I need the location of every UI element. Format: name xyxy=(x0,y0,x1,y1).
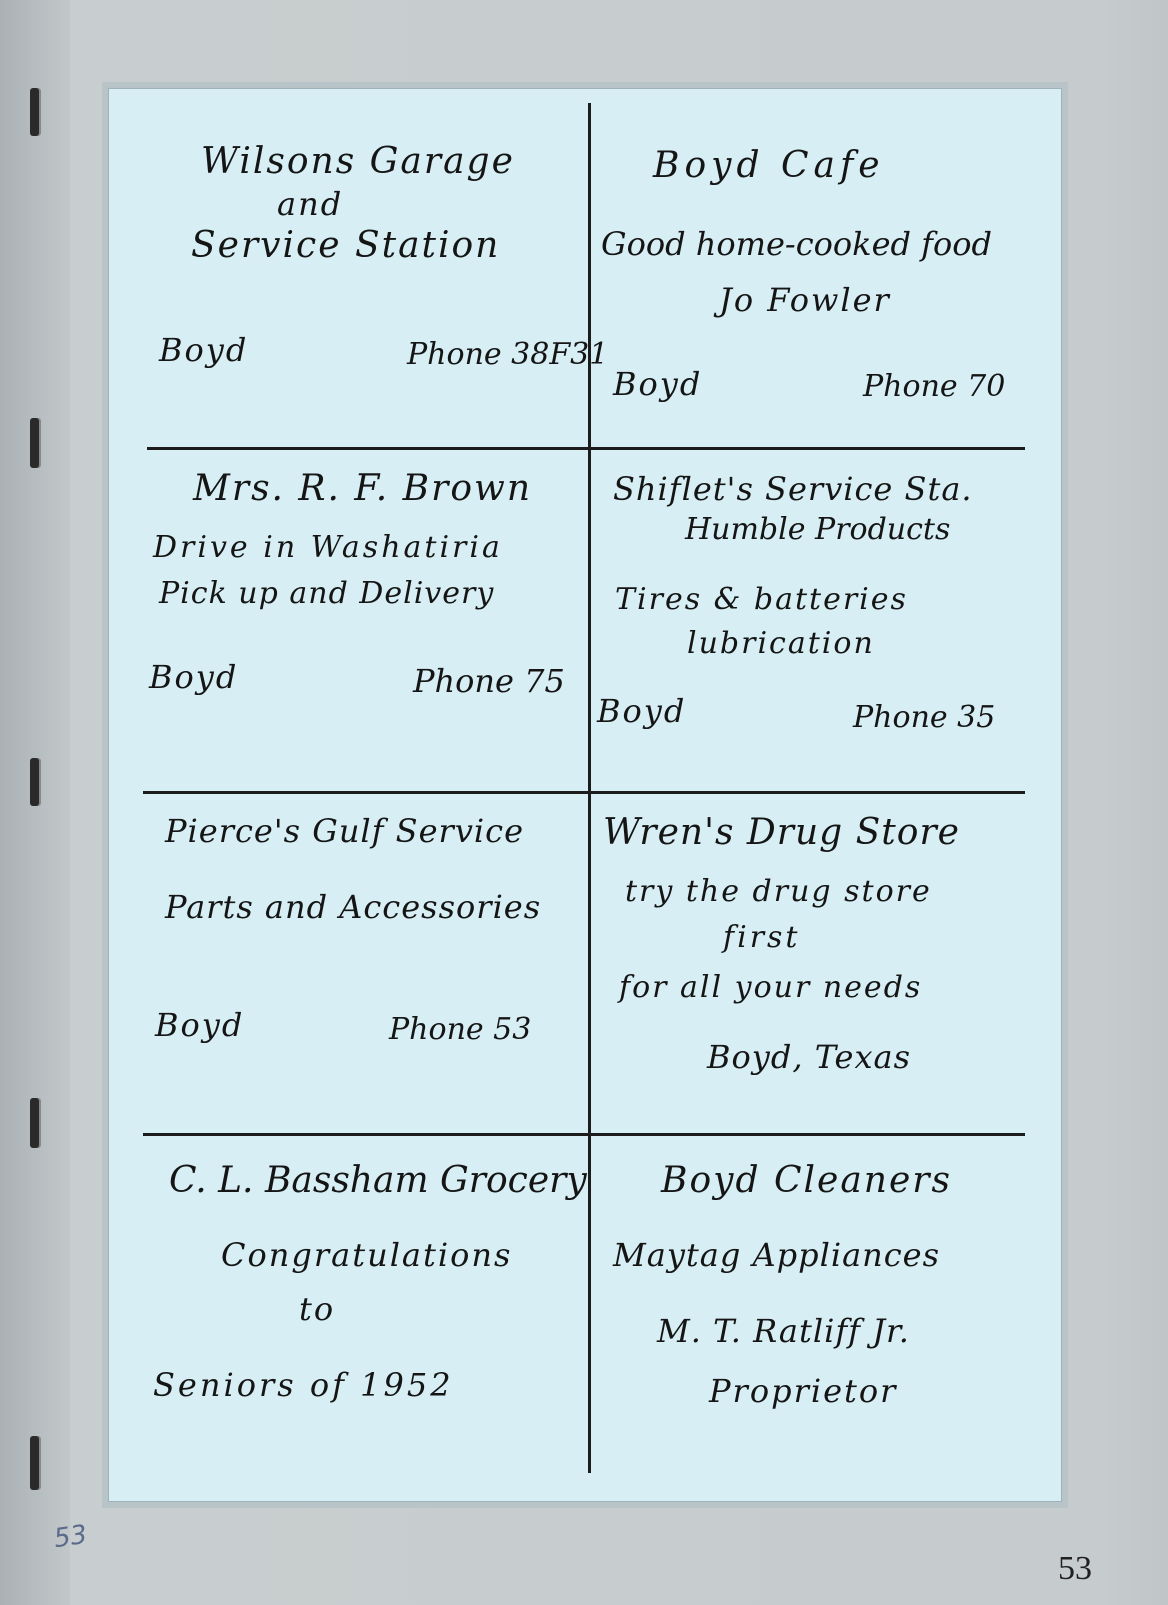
ad-line: try the drug store xyxy=(625,874,932,909)
ad-town: Boyd xyxy=(155,1006,245,1044)
ad-line: Mrs. R. F. Brown xyxy=(193,468,533,509)
ad-line: for all your needs xyxy=(619,970,923,1005)
ad-pierces-gulf xyxy=(109,794,579,1133)
ad-boyd-cafe xyxy=(591,89,1061,447)
ad-phone: Phone 38F31 xyxy=(407,337,609,372)
ad-mrs-brown xyxy=(109,450,579,791)
ad-phone: Phone 35 xyxy=(853,700,996,735)
ad-line: Service Station xyxy=(191,225,501,266)
ad-town: Boyd xyxy=(159,331,249,369)
ad-line: Parts and Accessories xyxy=(165,888,542,926)
ad-line: Pick up and Delivery xyxy=(159,576,495,611)
ad-line: Good home-cooked food xyxy=(601,225,993,263)
ad-line: Humble Products xyxy=(685,512,951,547)
ad-town: Boyd xyxy=(149,658,239,696)
ad-line: Tires & batteries xyxy=(615,582,908,617)
ad-phone: Phone 70 xyxy=(863,369,1006,404)
binding-staple xyxy=(30,418,39,468)
ad-line: Wilsons Garage xyxy=(201,141,515,182)
ad-line: Boyd Cleaners xyxy=(661,1160,952,1201)
ad-line: Boyd, Texas xyxy=(707,1038,912,1076)
ad-phone: Phone 53 xyxy=(389,1012,532,1047)
ad-line: C. L. Bassham Grocery xyxy=(169,1160,587,1201)
ad-line: Boyd Cafe xyxy=(653,145,885,186)
ad-line: Pierce's Gulf Service xyxy=(165,812,524,850)
binding-staple xyxy=(30,758,39,806)
ad-shiflets-service xyxy=(591,450,1061,791)
ad-phone: Phone 75 xyxy=(413,662,565,700)
ad-line: to xyxy=(299,1290,336,1328)
ad-line: first xyxy=(723,920,801,955)
ad-wilsons-garage xyxy=(109,89,609,447)
ad-boyd-cleaners xyxy=(591,1136,1061,1476)
ad-bassham-grocery xyxy=(109,1136,587,1476)
ad-line: Proprietor xyxy=(709,1372,898,1410)
ad-sheet xyxy=(108,88,1062,1502)
ad-town: Boyd xyxy=(597,692,687,730)
ad-line: Seniors of 1952 xyxy=(153,1366,454,1404)
ad-wrens-drug xyxy=(591,794,1061,1133)
ad-line: Wren's Drug Store xyxy=(603,812,960,853)
pencil-page-note: 53 xyxy=(52,1519,90,1555)
ad-line: and xyxy=(277,185,344,223)
ad-line: M. T. Ratliff Jr. xyxy=(657,1312,910,1350)
binding-staple xyxy=(30,88,39,136)
ad-line: Drive in Washatiria xyxy=(153,530,503,565)
binding-staple xyxy=(30,1436,39,1490)
ad-line: Shiflet's Service Sta. xyxy=(613,470,973,508)
page-number: 53 xyxy=(1058,1550,1092,1587)
ad-town: Boyd xyxy=(613,365,703,403)
binding-staple xyxy=(30,1098,39,1148)
ad-line: Maytag Appliances xyxy=(613,1236,941,1274)
ad-line: Jo Fowler xyxy=(719,281,891,319)
ad-line: Congratulations xyxy=(221,1236,513,1274)
ad-line: lubrication xyxy=(687,626,875,661)
